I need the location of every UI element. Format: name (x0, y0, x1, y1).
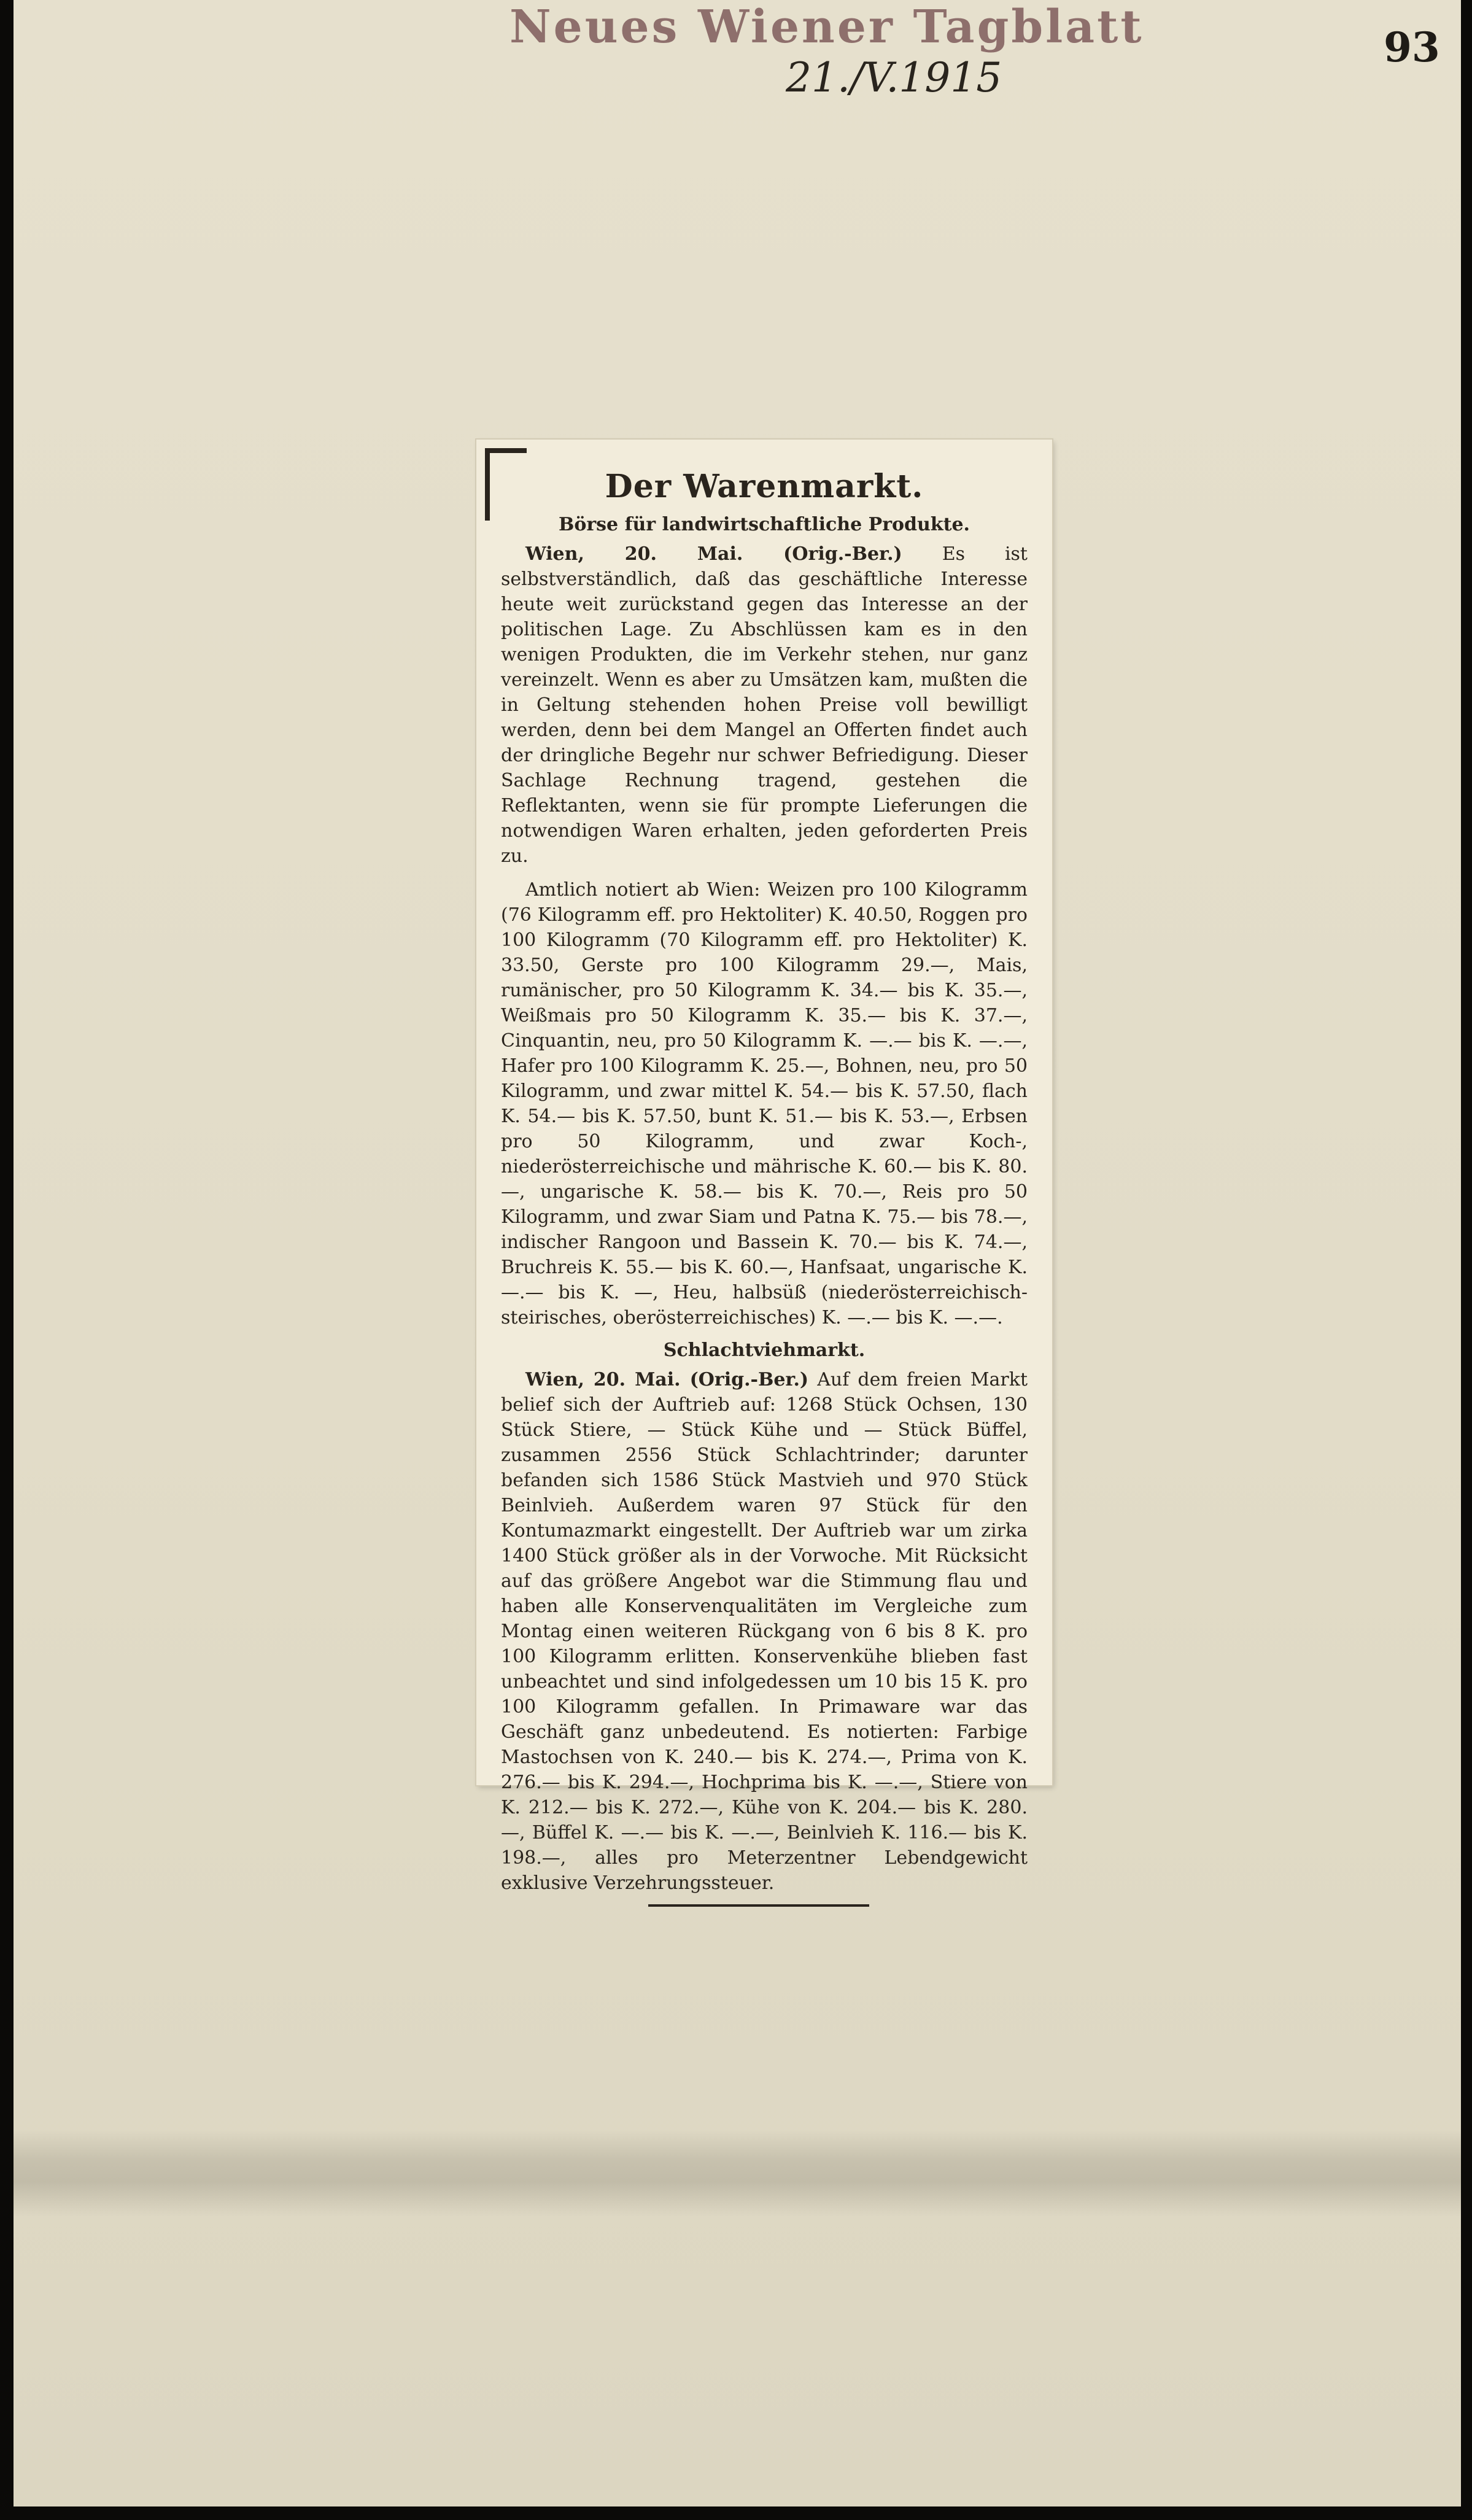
corner-mark-vertical (485, 448, 490, 521)
fold-shadow (14, 2130, 1461, 2216)
end-rule (648, 1904, 869, 1907)
newspaper-clipping (476, 440, 1052, 1894)
section-heading-boerse: Börse für landwirtschaftliche Produkte. (559, 514, 970, 535)
handwritten-date: 21./V.1915 (786, 54, 1002, 101)
page-number: 93 (1384, 23, 1440, 71)
archive-sheet (14, 0, 1461, 2506)
section-heading-schlachtvieh: Schlachtviehmarkt. (663, 1339, 866, 1361)
article-title: Der Warenmarkt. (605, 468, 924, 505)
dateline: Wien, 20. Mai. (Orig.-Ber.) (525, 1369, 809, 1390)
corner-mark-horizontal (485, 448, 527, 453)
paragraph-text: Es ist selbstverständlich, daß das geschäftliche Interesse heute weit zurückstand gegen das Interesse an der politischen Lage. Zu Abschlüssen kam es in den wenigen Produkten, die im Verkehr stehen, nur ganz vereinzelt. Wenn es aber zu Umsätzen kam, mußten die in Geltung stehenden hohen Preise voll bewilligt werden, denn bei dem Mangel an Offerten findet auch der dringliche Begehr nur schwer Befriedigung. Dieser Sachlage Rechnung tragend, gestehen die Reflektanten, wenn sie für prompte Lieferungen die notwendigen Waren erhalten, jeden geforderten Preis zu. (501, 543, 1028, 867)
newspaper-masthead-stamp: Neues Wiener Tagblatt (509, 1, 1144, 53)
paragraph-price-list: Amtlich notiert ab Wien: Weizen pro 100 Kilogramm (76 Kilogramm eff. pro Hektoliter) K. 40.50, Roggen pro 100 Kilogramm (70 Kilogramm eff. pro Hektoliter) K. 33.50, Gerste pro 100 Kilogramm 29.—, Mais, rumänischer, pro 50 Kilogramm K. 34.— bis K. 35.—, Weißmais pro 50 Kilogramm K. 35.— bis K. 37.—, Cinquantin, neu, pro 50 Kilogramm K. —.— bis K. —.—, Hafer pro 100 Kilogramm K. 25.—, Bohnen, neu, pro 50 Kilogramm, und zwar mittel K. 54.— bis K. 57.50, flach K. 54.— bis K. 57.50, bunt K. 51.— bis K. 53.—, Erbsen pro 50 Kilogramm, und zwar Koch-, niederösterreichische und mährische K. 60.— bis K. 80.—, ungarische K. 58.— bis K. 70.—, Reis pro 50 Kilogramm, und zwar Siam und Patna K. 75.— bis 78.—, indischer Rangoon und Bassein K. 70.— bis K. 74.—, Bruchreis K. 55.— bis K. 60.—, Hanfsaat, ungarische K. —.— bis K. —, Heu, halbsüß (niederösterreichisch-steirisches, oberösterreichisches) K. —.— bis K. —.—. (501, 879, 1028, 1328)
paragraph-text: Auf dem freien Markt belief sich der Auftrieb auf: 1268 Stück Ochsen, 130 Stück Stiere, — Stück Kühe und — Stück Büffel, zusammen 2556 Stück Schlachtrinder; darunter befanden sich 1586 Stück Mastvieh und 970 Stück Beinlvieh. Außerdem waren 97 Stück für den Kontumazmarkt eingestellt. Der Auftrieb war um zirka 1400 Stück größer als in der Vorwoche. Mit Rücksicht auf das größere Angebot war die Stimmung flau und haben alle Konservenqualitäten im Vergleiche zum Montag einen weiteren Rückgang von 6 bis 8 K. pro 100 Kilogramm erlitten. Konservenkühe blieben fast unbeachtet und sind infolgedessen um 10 bis 15 K. pro 100 Kilogramm gefallen. In Primaware war das Geschäft ganz unbedeutend. Es notierten: Farbige Mastochsen von K. 240.— bis K. 274.—, Prima von K. 276.— bis K. 294.—, Hochprima bis K. —.—, Stiere von K. 212.— bis K. 272.—, Kühe von K. 204.— bis K. 280.—, Büffel K. —.— bis K. —.—, Beinlvieh K. 116.— bis K. 198.—, alles pro Meterzentner Lebendgewicht exklusive Verzehrungssteuer. (501, 1369, 1028, 1894)
dateline: Wien, 20. Mai. (Orig.-Ber.) (525, 543, 902, 565)
paragraph-schlachtvieh (501, 1367, 1028, 1896)
paragraph-boerse-intro (501, 541, 1028, 869)
